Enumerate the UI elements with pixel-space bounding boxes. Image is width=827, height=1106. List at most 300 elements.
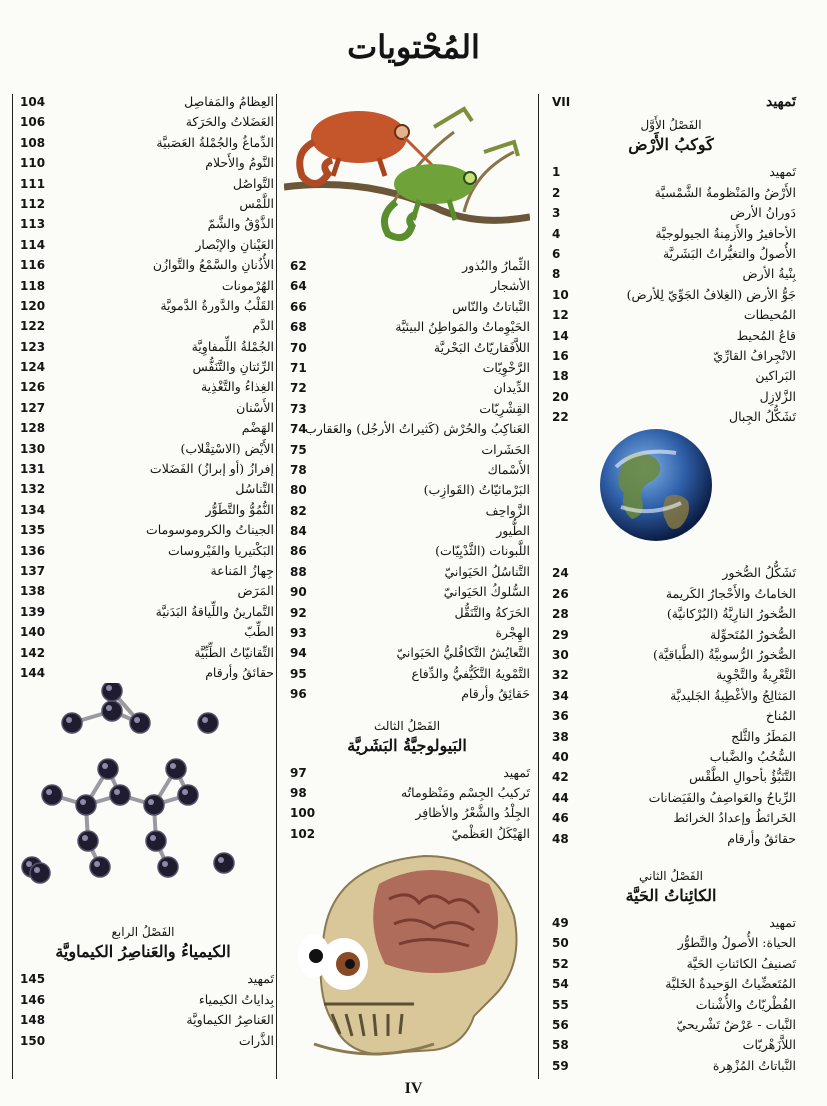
toc-entry[interactable] (546, 747, 796, 767)
toc-entry[interactable] (546, 183, 796, 203)
toc-entry-page: 104 (20, 95, 46, 109)
toc-list (546, 563, 796, 848)
toc-entry[interactable] (12, 316, 274, 336)
toc-entry-page: 96 (290, 687, 307, 702)
toc-entry[interactable] (284, 276, 530, 296)
toc-entry-label: تَمهيد (247, 971, 274, 987)
toc-entry-page: 114 (20, 237, 46, 252)
toc-entry[interactable] (284, 419, 530, 439)
toc-entry[interactable] (546, 224, 796, 244)
toc-entry-page: 71 (290, 360, 307, 375)
toc-entry-page: 148 (20, 1013, 46, 1028)
molecule-atom (146, 831, 166, 851)
molecule-atom-highlight (202, 717, 208, 723)
toc-entry-label: السُّحُبُ والضَّباب (709, 748, 796, 764)
toc-entry[interactable] (546, 727, 796, 747)
toc-entry-label: الخاماتُ والأَحْجارُ الكَريمة (665, 585, 796, 601)
toc-entry[interactable] (284, 643, 530, 663)
toc-list (12, 969, 274, 1051)
toc-entry-page: 98 (290, 785, 307, 800)
toc-entry-page: 49 (552, 915, 569, 930)
toc-entry-page: 150 (20, 1033, 46, 1048)
toc-entry-label: الزَّلازِل (759, 388, 796, 404)
chapter-heading (12, 923, 274, 963)
toc-entry[interactable] (546, 665, 796, 685)
toc-entry-page: 142 (20, 645, 46, 660)
illustration-slot (284, 92, 530, 256)
toc-entry[interactable] (546, 285, 796, 305)
toc-entry-label: الثِّمارُ والبُذور (462, 258, 530, 273)
toc-entry[interactable] (12, 398, 274, 418)
toc-entry[interactable] (284, 783, 530, 803)
chapter-title: الكائِناتُ الحَيَّة (625, 885, 717, 905)
toc-entry[interactable] (12, 561, 274, 581)
toc-entry-page: 116 (20, 258, 46, 273)
toc-entry-page: 54 (552, 977, 569, 992)
toc-entry[interactable] (546, 203, 796, 223)
toc-entry-page: 44 (552, 790, 569, 805)
toc-entry[interactable] (12, 92, 274, 112)
toc-entry-label: الجُمْلةُ اللِّمفاوِيَّة (191, 338, 274, 354)
toc-entry[interactable] (284, 541, 530, 561)
toc-entry-page: 127 (20, 400, 46, 415)
toc-entry[interactable] (12, 541, 274, 561)
molecule-lattice-illustration (12, 683, 274, 919)
toc-list (546, 162, 796, 427)
chapter-number: الفَصْلُ الأَوَّل (640, 118, 702, 133)
toc-entry-label: الهِجْرة (495, 625, 530, 641)
toc-entry[interactable] (546, 407, 796, 427)
toc-entry-page: 73 (290, 401, 307, 416)
toc-entry-label: الرِّياحُ والعَواصِفُ والفَيَضانات (648, 789, 796, 805)
toc-entry[interactable] (12, 112, 274, 132)
toc-entry-page: 110 (20, 156, 46, 171)
toc-entry[interactable] (12, 643, 274, 663)
toc-entry-page: 72 (290, 381, 307, 396)
molecule-atom (76, 795, 96, 815)
toc-entry-page: 144 (20, 665, 46, 680)
chapter-number: الفَصْلُ الثالث (373, 718, 441, 733)
toc-entry[interactable] (546, 625, 796, 645)
toc-entry[interactable] (12, 520, 274, 540)
toc-entry-page: 92 (290, 605, 307, 620)
toc-entry-label: الأَسْنان (236, 399, 274, 415)
toc-entry-label: المُحيطات (743, 307, 796, 323)
molecule-atom-highlight (162, 861, 168, 867)
toc-entry-label: المَثالِجُ والأغْطِيةُ الجَليديَّة (670, 687, 796, 703)
chameleon-illustration (284, 92, 530, 256)
toc-entry-label: التَّناسُلُ الحَيَوانيّ (444, 563, 530, 579)
toc-entry[interactable] (12, 622, 274, 642)
molecule-atom (62, 713, 82, 733)
toc-entry-page: 113 (20, 217, 46, 232)
toc-entry[interactable] (12, 500, 274, 520)
toc-entry[interactable] (12, 1010, 274, 1030)
toc-entry[interactable] (546, 767, 796, 787)
toc-entry[interactable] (12, 357, 274, 377)
toc-entry[interactable] (12, 194, 274, 214)
toc-entry[interactable] (12, 602, 274, 622)
molecule-atom-highlight (182, 789, 188, 795)
toc-list (12, 92, 274, 683)
toc-entry-page: 32 (552, 668, 569, 683)
toc-entry-page: 120 (20, 298, 46, 313)
toc-entry-page: 74 (290, 422, 307, 437)
toc-entry[interactable] (284, 824, 530, 844)
toc-entry-label: النُّمُوُّ والتَّطَوُّر (205, 501, 274, 517)
toc-entry[interactable] (546, 995, 796, 1015)
toc-entry[interactable] (546, 1056, 796, 1076)
toc-entry-page: 126 (20, 380, 46, 395)
toc-entry[interactable] (284, 440, 530, 460)
toc-entry[interactable] (546, 563, 796, 583)
toc-entry-page: 100 (290, 806, 316, 821)
toc-entry-label: الزَّواحِف (485, 502, 530, 518)
toc-entry[interactable] (284, 623, 530, 643)
toc-entry-label: اللاَّزَهْريّات (742, 1037, 796, 1053)
toc-entry[interactable] (546, 264, 796, 284)
page-folio: IV (404, 1080, 423, 1097)
toc-entry[interactable] (284, 603, 530, 623)
molecule-atom-highlight (80, 799, 86, 805)
column-divider (276, 94, 277, 1079)
toc-entry[interactable] (546, 162, 796, 182)
toc-entry-page: 18 (552, 369, 569, 384)
toc-entry[interactable] (546, 954, 796, 974)
toc-entry-page: 124 (20, 360, 46, 375)
toc-entry[interactable] (284, 297, 530, 317)
molecule-atom-highlight (34, 867, 40, 873)
toc-entry-label: الانْجِرافُ القارِّيّ (713, 347, 796, 363)
toc-entry-label: جِهازُ المَناعة (210, 562, 274, 578)
toc-entry-page: 70 (290, 340, 307, 355)
toc-entry-page: 1 (552, 165, 561, 180)
toc-entry-label: المُتَعضِّياتُ الوَحيدةُ الخَليَّة (665, 976, 796, 992)
toc-column-middle (284, 92, 530, 1076)
toc-entry-page: 12 (552, 308, 569, 323)
toc-entry-page: 86 (290, 544, 307, 559)
toc-entry[interactable] (12, 255, 274, 275)
toc-entry[interactable] (546, 686, 796, 706)
toc-entry[interactable] (12, 439, 274, 459)
toc-entry[interactable] (284, 480, 530, 500)
toc-entry-page: 139 (20, 604, 46, 619)
toc-entry-page: 16 (552, 348, 569, 363)
toc-entry[interactable] (12, 377, 274, 397)
toc-entry-page: 3 (552, 206, 561, 221)
toc-entry[interactable] (546, 584, 796, 604)
toc-entry-page: 34 (552, 688, 569, 703)
molecule-atom-highlight (106, 685, 112, 691)
toc-entry-page: 68 (290, 320, 307, 335)
molecule-atom-highlight (150, 835, 156, 841)
toc-entry[interactable] (546, 92, 796, 112)
toc-entry[interactable] (12, 581, 274, 601)
toc-entry[interactable] (546, 808, 796, 828)
toc-entry-page: 38 (552, 729, 569, 744)
toc-entry-label: النَّباتاتُ المُزْهِرة (712, 1057, 796, 1073)
toc-entry[interactable] (546, 604, 796, 624)
toc-entry-label: دَورانُ الأرض (729, 205, 796, 221)
toc-entry-page: 46 (552, 811, 569, 826)
toc-entry-label: التَّعْرِيةُ والتَّجْوِية (716, 667, 796, 683)
toc-entry[interactable] (12, 174, 274, 194)
toc-entry-page: 24 (552, 566, 569, 581)
toc-entry-label: الحَشَرات (481, 441, 530, 457)
toc-entry-page: 84 (290, 524, 307, 539)
toc-entry[interactable] (546, 366, 796, 386)
molecule-atom-highlight (102, 763, 108, 769)
toc-entry[interactable] (284, 562, 530, 582)
toc-entry-label: التَّواصُل (232, 175, 274, 191)
toc-entry-label: السُّلوكُ الحَيَوانيّ (443, 584, 530, 600)
toc-entry-label: تَركيبُ الجِسْم ومَنْظوماتُه (400, 784, 530, 800)
toc-entry-page: 97 (290, 765, 307, 780)
toc-entry-label: الأَسْماك (487, 461, 530, 477)
molecule-atom (42, 785, 62, 805)
toc-entry-label: الرِّئتانِ والتَّنَفُّس (192, 359, 274, 375)
toc-entry-label: تَصنيفُ الكائناتِ الحَيَّة (686, 955, 796, 971)
toc-entry-label: تَشَكُّلُ الصُّخور (722, 565, 796, 581)
toc-entry-label: التَّناسُل (235, 481, 274, 497)
toc-entry-label: التَّمارينُ واللِّياقةُ البَدَنيَّة (155, 603, 274, 619)
toc-entry-label: التَّنَبُّؤُ بأحوالِ الطَّقْس (689, 769, 796, 785)
toc-entry[interactable] (284, 763, 530, 783)
toc-entry-page: 75 (290, 442, 307, 457)
toc-entry-page: 118 (20, 278, 46, 293)
molecule-atom (110, 785, 130, 805)
toc-entry[interactable] (12, 276, 274, 296)
molecule-atom (198, 713, 218, 733)
toc-entry-page: 102 (290, 826, 316, 841)
molecule-atom (78, 831, 98, 851)
skull-brain-illustration (284, 844, 530, 1076)
toc-entry-label: الخَرائطُ وإعدادُ الخرائط (673, 810, 796, 826)
toc-entry-page: 59 (552, 1058, 569, 1073)
toc-entry-page: 108 (20, 135, 46, 150)
toc-entry[interactable] (284, 358, 530, 378)
molecule-atom-highlight (170, 763, 176, 769)
molecule-atom (98, 759, 118, 779)
toc-entry-label: الأَرْضُ والمَنْظومةُ الشَّمْسيَّة (654, 184, 796, 200)
molecule-atom (130, 713, 150, 733)
toc-entry-page: 66 (290, 299, 307, 314)
toc-entry-page: 137 (20, 563, 46, 578)
toc-entry[interactable] (546, 788, 796, 808)
toc-entry[interactable] (284, 256, 530, 276)
molecule-atom (90, 857, 110, 877)
toc-entry[interactable] (12, 337, 274, 357)
toc-entry-label: الأُذُنانِ والسَّمْعُ والتَّوازُن (152, 257, 274, 273)
toc-column-right (546, 92, 796, 1076)
molecule-atom-highlight (148, 799, 154, 805)
toc-entry[interactable] (284, 399, 530, 419)
toc-entry-page: 94 (290, 646, 307, 661)
toc-entry-label: الهُرْمونات (221, 277, 274, 293)
toc-entry-label: التِّقانيّاتُ الطِّبِّيَّة (194, 644, 274, 660)
molecule-atom (214, 853, 234, 873)
toc-entry-label: الطِّبّ (244, 624, 274, 640)
toc-entry[interactable] (12, 296, 274, 316)
toc-entry-page: 132 (20, 482, 46, 497)
toc-entry-label: الهَيْكَلُ العَظْميّ (451, 825, 530, 841)
toc-entry-page: 88 (290, 564, 307, 579)
toc-entry-label: الفُطْريّاتُ والأُشْنات (695, 996, 796, 1012)
toc-entry-label: النَّومُ والأَحلام (205, 155, 274, 171)
toc-entry[interactable] (546, 913, 796, 933)
toc-entry[interactable] (546, 1015, 796, 1035)
toc-entry-label: القَلْبُ والدَّورةُ الدَّمويَّة (160, 297, 274, 313)
toc-entry[interactable] (284, 338, 530, 358)
toc-entry[interactable] (284, 501, 530, 521)
molecule-atom-highlight (134, 717, 140, 723)
toc-entry-page: 20 (552, 389, 569, 404)
toc-entry-page: 55 (552, 997, 569, 1012)
toc-entry[interactable] (546, 305, 796, 325)
molecule-atom (102, 701, 122, 721)
toc-entry-page: 56 (552, 1017, 569, 1032)
chapter-number: الفَصْلُ الرابع (111, 925, 175, 940)
molecule-atom-highlight (106, 705, 112, 711)
toc-entry-page: 140 (20, 625, 46, 640)
toc-entry[interactable] (12, 418, 274, 438)
toc-entry[interactable] (546, 387, 796, 407)
toc-entry-label: العَناكِبُ والحُرْش (كَثيراتُ الأرجُل) والعَقارب (304, 421, 530, 437)
toc-entry-page: 93 (290, 626, 307, 641)
toc-entry[interactable] (284, 684, 530, 704)
toc-entry-label: الهَضْم (241, 420, 274, 436)
toc-entry-page: 42 (552, 770, 569, 785)
toc-entry-page: 95 (290, 666, 307, 681)
toc-entry-label: الذَّرات (238, 1032, 274, 1048)
toc-entry[interactable] (284, 460, 530, 480)
toc-entry[interactable] (546, 933, 796, 953)
toc-entry-label: التَّمْويهُ التَّكَيُّفيُّ والدِّفاع (411, 665, 530, 681)
toc-entry[interactable] (546, 974, 796, 994)
chapter-heading (546, 867, 796, 907)
toc-entry-page: 28 (552, 607, 569, 622)
toc-entry-page: 123 (20, 339, 46, 354)
toc-entry[interactable] (12, 133, 274, 153)
toc-entry[interactable] (12, 1031, 274, 1051)
toc-entry[interactable] (546, 1035, 796, 1055)
toc-entry-page: 138 (20, 584, 46, 599)
toc-entry[interactable] (12, 235, 274, 255)
molecule-atom (178, 785, 198, 805)
chapter-number: الفَصْلُ الثاني (639, 868, 703, 883)
toc-entry-page: 130 (20, 441, 46, 456)
toc-entry-label: الأحافيرُ والأَزمِنةُ الجيولوجيَّة (655, 225, 796, 241)
toc-entry[interactable] (12, 214, 274, 234)
toc-entry-label: الأُصولُ والتغيُّراتُ البَشَريَّة (662, 245, 796, 261)
toc-entry-label: الصُّخورُ الرُّسوبيَّةُ (الطَّباقيَّة) (652, 647, 796, 663)
toc-entry-label: الجِلْدُ والشَّعْرُ والأظافِر (415, 805, 530, 821)
toc-entry[interactable] (546, 829, 796, 849)
toc-entry-label: النَّباتاتُ والنّاس (452, 298, 530, 314)
toc-entry-label: العَضَلاتُ والحَرَكة (185, 114, 274, 130)
toc-entry-label: تمهيد (769, 914, 796, 930)
molecule-atom-highlight (46, 789, 52, 795)
page-title: المُحْتويات (347, 28, 480, 66)
molecule-atom (158, 857, 178, 877)
toc-entry-label: حقائقُ وأرقام (205, 664, 274, 680)
toc-entry-page: 30 (552, 648, 569, 663)
chapter-heading (284, 717, 530, 757)
toc-entry[interactable] (546, 645, 796, 665)
toc-entry-label: الدِّيدان (493, 380, 530, 396)
toc-entry-label: الأَيْض (الاسْتِقْلاب) (180, 440, 274, 456)
toc-entry[interactable] (284, 664, 530, 684)
toc-entry[interactable] (12, 459, 274, 479)
toc-entry-page: 22 (552, 410, 569, 425)
toc-entry[interactable] (284, 803, 530, 823)
toc-entry[interactable] (12, 990, 274, 1010)
toc-entry[interactable] (12, 153, 274, 173)
toc-entry-page: 8 (552, 267, 561, 282)
toc-entry[interactable] (284, 378, 530, 398)
toc-entry[interactable] (546, 326, 796, 346)
toc-entry[interactable] (546, 706, 796, 726)
toc-entry-page: 36 (552, 709, 569, 724)
toc-entry[interactable] (12, 969, 274, 989)
toc-entry-page: 122 (20, 319, 46, 334)
toc-entry-label: اللَّمْس (239, 195, 274, 211)
toc-entry-label: حقائقُ وأرقام (727, 830, 796, 846)
toc-entry-label: المُناخ (765, 708, 796, 724)
toc-entry[interactable] (12, 479, 274, 499)
chapter-title: البَيولوجيَّةُ البَشَريَّة (347, 735, 467, 755)
toc-entry-label: المَرَض (237, 583, 274, 599)
toc-entry-label: الصُّخورُ المُتَحوِّلة (710, 626, 796, 642)
toc-entry[interactable] (284, 582, 530, 602)
toc-entry-page: 58 (552, 1038, 569, 1053)
toc-entry[interactable] (284, 317, 530, 337)
toc-entry-label: الأشجار (491, 278, 530, 294)
toc-entry-page: 50 (552, 936, 569, 951)
toc-entry[interactable] (284, 521, 530, 541)
toc-entry-page: 82 (290, 503, 307, 518)
toc-entry-label: اللَّبونات (الثَّدْيِيّات) (435, 543, 530, 559)
toc-entry-label: بِداياتُ الكيمياء (198, 991, 274, 1007)
toc-entry-label: البَرْمائيّاتُ (القَوازِب) (423, 482, 530, 498)
toc-entry[interactable] (546, 244, 796, 264)
toc-entry-page: 145 (20, 972, 46, 987)
toc-entry-page: 131 (20, 462, 46, 477)
illustration-slot (546, 427, 796, 563)
toc-entry-label: اللاَّفَقاريّاتُ البَحْريَّة (433, 339, 530, 355)
toc-entry-label: القِشْرِيّات (479, 400, 530, 416)
molecule-atom-highlight (82, 835, 88, 841)
toc-entry-page: 6 (552, 246, 561, 261)
toc-entry-page: 52 (552, 956, 569, 971)
toc-entry-page: 146 (20, 992, 46, 1007)
toc-entry[interactable] (12, 663, 274, 683)
toc-entry[interactable] (546, 346, 796, 366)
molecule-atom-highlight (218, 857, 224, 863)
toc-entry-page: 29 (552, 627, 569, 642)
toc-entry-label: العَناصِرُ الكيماويَّة (186, 1012, 274, 1028)
toc-entry-page: 128 (20, 421, 46, 436)
toc-entry-label: إفرازُ (أو إبرازُ) الفَضَلات (149, 461, 274, 477)
toc-entry-label: الحياة: الأُصولُ والتَّطوُّر (677, 935, 796, 951)
toc-entry-label: الحَيْوِماتُ والمَواطِنُ البيئيَّة (395, 319, 530, 335)
toc-entry-label: العِظامُ والمَفاصِل (184, 94, 274, 109)
toc-entry-label: البَكْتيريا والفَيْروسات (167, 542, 274, 558)
toc-entry-label: قاعُ المُحيط (736, 327, 796, 343)
toc-entry-page: 80 (290, 483, 307, 498)
toc-entry-label: الغِذاءُ والتَّغْذِية (200, 379, 274, 395)
molecule-atom-highlight (114, 789, 120, 795)
